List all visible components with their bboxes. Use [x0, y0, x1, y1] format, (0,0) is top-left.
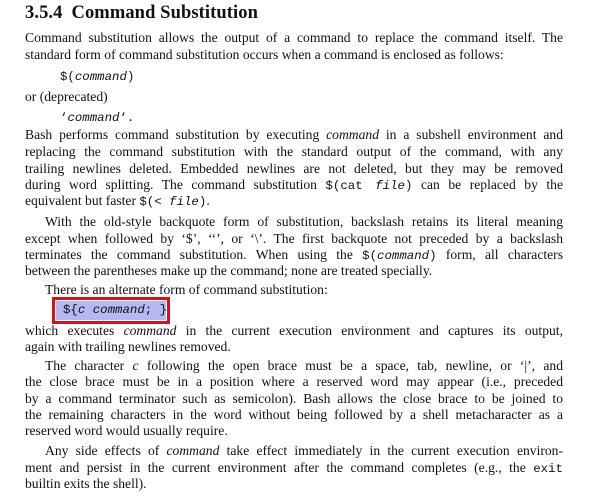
paragraph-line: the remaining characters in the word without being followed by a shell metacharacter as a [25, 407, 563, 422]
paragraph-line: There is an alternate form of command substitution: [45, 282, 328, 297]
paragraph-line: or (deprecated) [25, 89, 108, 104]
section-title: Command Substitution [71, 3, 259, 23]
paragraph-line: The character c following the open brace must be a space, tab, newline, or ‘|’, and [45, 358, 563, 373]
paragraph-line: Command substitution allows the output of a command to replace the command itself. The [25, 30, 563, 45]
section-heading [25, 3, 258, 24]
paragraph-line: again with trailing newlines removed. [25, 339, 231, 354]
highlighted-code-example[interactable] [52, 297, 170, 324]
paragraph-line: terminates the command substitution. When using the $(command) form, all characters [25, 247, 563, 263]
paragraph-line: Bash performs command substitution by executing command in a subshell environment and [25, 127, 563, 142]
paragraph-line: trailing newlines deleted. Embedded newlines are not deleted, but they may be removed [25, 161, 563, 176]
paragraph-line: during word splitting. The command substitution $(cat file) can be replaced by the [25, 177, 563, 193]
paragraph-line: reserved word would usually require. [25, 423, 228, 438]
paragraph-line: With the old-style backquote form of substitution, backslash retains its literal meaning [45, 214, 563, 229]
code-example-standard: $(command) [60, 70, 135, 84]
paragraph-line: between the parentheses make up the command; none are treated specially. [25, 263, 433, 278]
paragraph-line: replacing the command substitution with the standard output of the command, with any [25, 144, 563, 159]
paragraph-line: except when followed by ‘$’, ‘‘’, or ‘\’. The first backquote not preceded by a backslash [25, 231, 563, 246]
paragraph-line: the close brace must be in a position where a reserved word may appear (i.e., preceded [25, 374, 563, 389]
paragraph-line: by a command terminator such as semicolon). Bash allows the close brace to be joined to [25, 391, 563, 406]
paragraph-line: Any side effects of command take effect immediately in the current execution environ- [45, 443, 564, 458]
section-number: 3.5.4 [25, 3, 63, 23]
paragraph-line: which executes command in the current execution environment and captures its output, [25, 323, 563, 338]
paragraph-line: standard form of command substitution occurs when a command is enclosed as follows: [25, 47, 504, 62]
code-example-deprecated: ‘command‘. [60, 111, 135, 125]
paragraph-line: ment and persist in the current environment after the command completes (e.g., the exit [25, 460, 563, 476]
code-example-alternate: ${c command; } [63, 303, 168, 317]
paragraph-line: equivalent but faster $(< file). [25, 193, 210, 209]
paragraph-line: builtin exits the shell). [25, 476, 147, 491]
